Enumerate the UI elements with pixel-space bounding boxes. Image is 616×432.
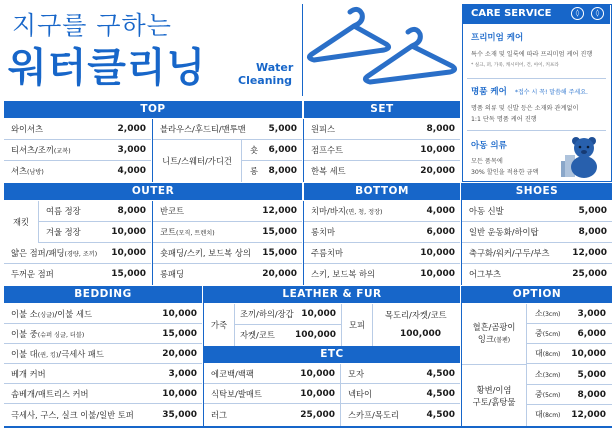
care-divider — [467, 78, 606, 79]
table-row — [4, 119, 151, 140]
item-price: 25,000 — [300, 410, 335, 420]
item-name: 어그부츠 — [469, 269, 502, 279]
table-row — [527, 344, 612, 364]
item-name: 여름 정장 — [46, 206, 81, 216]
section-header-option: OPTION — [462, 286, 612, 303]
table-row — [235, 304, 341, 325]
item-price: 15,000 — [111, 269, 146, 279]
item-sub: (면, 청, 정장) — [345, 209, 383, 216]
item-price: 6,000 — [268, 145, 297, 155]
table-row — [4, 243, 151, 264]
table-row — [4, 264, 151, 285]
item-price: 5,000 — [268, 124, 297, 134]
item-price: 10,000 — [111, 227, 146, 237]
item-name: 스카프/목도리 — [348, 410, 399, 420]
frame-bottom — [4, 426, 612, 428]
section-header-bedding: BEDDING — [4, 286, 202, 303]
item-name: 반코트 — [160, 206, 185, 216]
item-price: 2,000 — [117, 124, 146, 134]
water-drop-icon: ◊ — [591, 7, 604, 20]
kids-care-desc: 30% 할인을 적용한 금액 — [471, 169, 539, 176]
table-row — [304, 119, 460, 140]
table-row — [39, 201, 151, 222]
table-row — [527, 304, 612, 324]
table-row — [242, 140, 302, 161]
item-name: 대 — [535, 349, 543, 358]
title-cleaning: Cleaning — [238, 74, 293, 87]
item-price: 8,000 — [268, 166, 297, 176]
item-name: 이불 중 — [11, 329, 38, 339]
option-group-label — [462, 304, 526, 364]
item-name: 베개 커버 — [11, 369, 46, 379]
item-name: 조끼/하의/장갑 — [240, 309, 294, 319]
table-row — [153, 119, 302, 140]
hanger-icon — [304, 2, 458, 98]
table-row — [304, 140, 460, 161]
item-sub: (경량, 조끼) — [64, 251, 98, 258]
table-row — [39, 222, 151, 243]
item-sub: (3cm) — [542, 372, 561, 379]
table-row — [341, 404, 460, 426]
table-row — [4, 364, 202, 384]
item-name: 극세사, 구스, 실크 이불/일반 토퍼 — [11, 410, 134, 420]
item-name: 셔츠 — [11, 166, 28, 176]
item-price: 15,000 — [262, 248, 297, 258]
item-name: 주름치마 — [311, 248, 344, 258]
premium-care-title: 프리미엄 케어 — [471, 33, 524, 43]
table-row — [304, 264, 460, 285]
item-name: 솜베개/매트리스 커버 — [11, 389, 89, 399]
item-price: 10,000 — [420, 269, 455, 279]
table-row — [304, 201, 460, 222]
table-row — [527, 365, 612, 385]
item-price: 10,000 — [111, 248, 146, 258]
item-name: /극세사 패드 — [58, 349, 104, 359]
item-sub: (3cm) — [542, 311, 561, 318]
knit-group-label: 니트/스웨터/가디건 — [162, 156, 232, 166]
table-row — [153, 243, 302, 264]
item-name: 블라우스/후드티/맨투맨 — [160, 124, 246, 134]
table-row — [204, 364, 340, 384]
item-sub: (모직, 트렌치) — [176, 230, 215, 237]
brand-care-title: 명품 케어 — [471, 87, 507, 97]
item-price: 10,000 — [301, 309, 336, 319]
table-row — [462, 264, 612, 285]
table-row — [4, 161, 151, 182]
section-header-top: TOP — [4, 101, 302, 118]
care-service-title: CARE SERVICE — [471, 8, 552, 19]
item-name: 숏 — [250, 145, 259, 155]
table-row — [462, 243, 612, 264]
item-name: 목도리/자켓/코트 — [385, 310, 447, 320]
section-header-leather: LEATHER & FUR — [204, 286, 460, 303]
table-row — [204, 404, 340, 426]
item-name: 롱패딩 — [160, 269, 185, 279]
item-price: 25,000 — [572, 269, 607, 279]
section-header-set: SET — [304, 101, 460, 118]
item-name: 대 — [535, 410, 543, 419]
item-name: 숏패딩/스키, 보드복 상의 — [160, 248, 251, 258]
kids-care-title: 아동 의류 — [471, 141, 507, 151]
item-sub: (퀸, 킹) — [37, 352, 59, 359]
item-price: 20,000 — [262, 269, 297, 279]
item-price: 4,500 — [426, 410, 455, 420]
item-name: 이불 소 — [11, 309, 38, 319]
item-price: 4,000 — [117, 166, 146, 176]
item-sub: (8cm) — [542, 351, 561, 358]
section-header-shoes: SHOES — [462, 183, 612, 200]
kids-care-desc: 모든 품목에 — [471, 158, 503, 165]
item-name: 일반 운동화/하이탑 — [469, 227, 539, 237]
table-row — [4, 324, 202, 344]
item-name: 원피스 — [311, 124, 336, 134]
table-row — [4, 384, 202, 404]
brand-care-note: *접수 시 꼭! 말씀해 주세요. — [515, 89, 588, 96]
item-price: 8,000 — [426, 124, 455, 134]
table-row — [527, 324, 612, 344]
item-name: 넥타이 — [348, 389, 373, 399]
table-row — [527, 385, 612, 405]
table-row — [527, 405, 612, 426]
item-price: 5,000 — [577, 370, 606, 380]
item-name: 축구화/워커/구두/부츠 — [469, 248, 550, 258]
item-price: 10,000 — [162, 389, 197, 399]
item-sub: (5cm) — [542, 331, 561, 338]
item-price: 4,000 — [426, 206, 455, 216]
item-name: 롱치마 — [311, 227, 336, 237]
care-service-panel — [462, 4, 612, 182]
table-row — [153, 264, 302, 285]
table-row — [235, 325, 341, 346]
item-price: 10,000 — [420, 145, 455, 155]
item-price: 35,000 — [162, 410, 197, 420]
premium-care-desc: 특수 소재 및 일룩에 따라 프리미엄 케어 진행 — [471, 51, 593, 58]
item-price: 12,000 — [262, 206, 297, 216]
teddy-bear-icon — [561, 135, 607, 179]
item-price: 6,000 — [577, 329, 606, 339]
jacket-group-label: 재킷 — [12, 217, 30, 227]
item-name: 소 — [535, 309, 543, 318]
item-sub: (남방) — [27, 169, 44, 176]
item-name: 자켓/코트 — [240, 330, 275, 340]
item-price: 15,000 — [262, 227, 297, 237]
fur-group-label: 모피 — [348, 320, 366, 330]
table-row — [153, 201, 302, 222]
item-price: 8,000 — [578, 227, 607, 237]
table-row — [341, 384, 460, 404]
item-name: 스키, 보드복 하의 — [311, 269, 376, 279]
item-name: 식탁보/발매트 — [211, 389, 262, 399]
option-label: 황변/이염 — [476, 384, 512, 395]
item-price: 20,000 — [162, 349, 197, 359]
item-name: 한복 세트 — [311, 166, 346, 176]
item-sub: (교복) — [53, 148, 71, 155]
item-price: 100,000 — [295, 330, 336, 340]
item-price: 8,000 — [117, 206, 146, 216]
section-header-bottom: BOTTOM — [304, 183, 460, 200]
table-row — [4, 304, 202, 324]
item-name: 중 — [535, 390, 543, 399]
item-name: 롱 — [250, 166, 259, 176]
item-name: 겨울 정장 — [46, 227, 81, 237]
item-price: 10,000 — [571, 349, 606, 359]
item-name: 소 — [535, 370, 543, 379]
care-divider — [467, 130, 606, 131]
section-header-outer: OUTER — [4, 183, 302, 200]
item-price: 10,000 — [300, 389, 335, 399]
item-name: 얇은 점퍼/패딩 — [11, 248, 65, 258]
item-price: 12,000 — [572, 248, 607, 258]
item-price: 4,500 — [426, 389, 455, 399]
option-label: 구토/흙탕물 — [472, 396, 516, 407]
item-price: 20,000 — [420, 166, 455, 176]
item-name: 모자 — [348, 369, 365, 379]
care-service-header — [463, 5, 610, 24]
item-price: 100,000 — [400, 329, 441, 339]
table-row — [153, 222, 302, 243]
table-row — [341, 364, 460, 384]
item-price: 12,000 — [571, 410, 606, 420]
table-row — [462, 222, 612, 243]
item-name: 에코백/백팩 — [211, 369, 254, 379]
item-name: 점프수트 — [311, 145, 344, 155]
header-banner — [0, 0, 460, 98]
title-line2: 워터클리닝 — [8, 45, 207, 91]
brand-care-desc: 명품 의류 및 신발 등은 소재와 관계없이 — [471, 105, 579, 112]
water-drop-icon: ◊ — [571, 7, 584, 20]
item-price: 10,000 — [162, 309, 197, 319]
item-name: 러그 — [211, 410, 228, 420]
item-price: 5,000 — [578, 206, 607, 216]
item-name: 아동 신발 — [469, 206, 504, 216]
item-price: 3,000 — [117, 145, 146, 155]
table-row — [4, 344, 202, 364]
table-row — [4, 404, 202, 426]
item-price: 4,500 — [426, 369, 455, 379]
item-name: 와이셔츠 — [11, 124, 44, 134]
item-price: 10,000 — [300, 369, 335, 379]
item-sub: (5cm) — [542, 392, 561, 399]
item-price: 10,000 — [420, 248, 455, 258]
item-price: 15,000 — [162, 329, 197, 339]
option-label: 잉크 — [477, 334, 494, 344]
table-row — [304, 161, 460, 182]
item-sub: (싱글) — [37, 312, 55, 319]
title-line1: 지구를 구하는 — [12, 11, 172, 40]
item-name: /이불 세드 — [54, 309, 92, 319]
table-row — [304, 222, 460, 243]
table-row — [242, 161, 302, 182]
item-name: 두꺼운 점퍼 — [11, 269, 54, 279]
header-divider — [302, 4, 303, 96]
option-label-sub: (볼펜) — [493, 337, 511, 344]
table-row — [204, 384, 340, 404]
item-price: 3,000 — [577, 309, 606, 319]
item-price: 8,000 — [577, 390, 606, 400]
leather-group-label: 가죽 — [210, 320, 228, 330]
item-name: 치마/바지 — [311, 206, 346, 216]
item-name: 중 — [535, 329, 543, 338]
table-row — [304, 243, 460, 264]
section-header-etc: ETC — [204, 346, 460, 363]
item-price: 3,000 — [168, 369, 197, 379]
item-sub: (8cm) — [542, 412, 561, 419]
item-sub: (슈퍼 싱글, 더블) — [37, 332, 85, 339]
table-row — [4, 140, 151, 161]
option-group-label — [462, 365, 526, 426]
title-water: Water — [256, 61, 294, 74]
column-divider — [372, 304, 373, 346]
option-label: 혈흔/곰팡이 — [472, 322, 516, 332]
item-name: 이불 대 — [11, 349, 38, 359]
item-name: 코트 — [160, 227, 177, 237]
premium-care-note: * 실크, 퍼, 가죽, 캐시미어, 건, 아이, 커프라 — [471, 63, 559, 68]
item-name: 티셔츠/조끼 — [11, 145, 54, 155]
brand-care-desc: 1:1 단독 명품 케어 진행 — [471, 116, 537, 123]
item-price: 6,000 — [426, 227, 455, 237]
table-row — [462, 201, 612, 222]
